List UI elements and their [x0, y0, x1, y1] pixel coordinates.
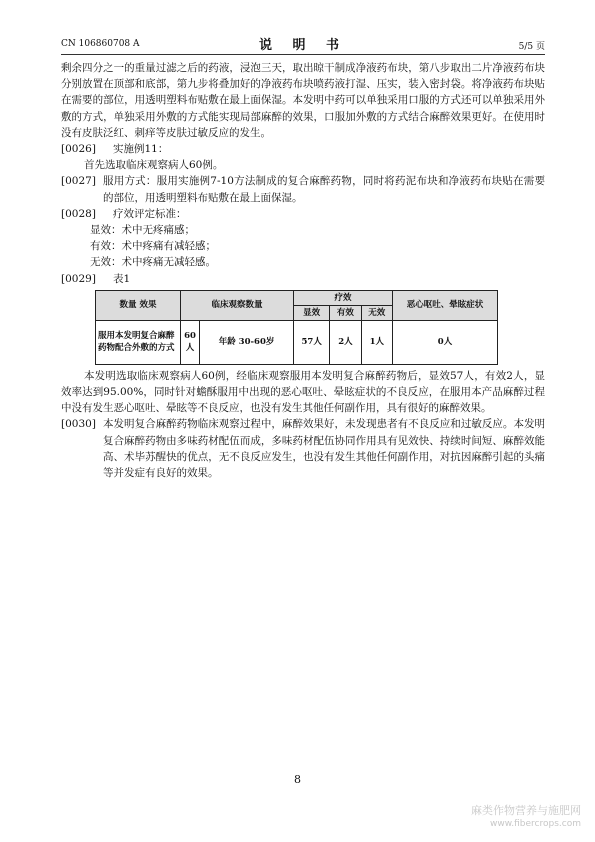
- table-caption: 表1: [113, 272, 131, 285]
- paragraph-0026: [61, 141, 545, 157]
- table-cell-method: 服用本发明复合麻醉药物配合外敷的方式: [96, 320, 181, 364]
- table-header-ineffective: 无效: [361, 305, 392, 320]
- patient-selection-text: 首先选取临床观察病人60例。: [84, 159, 224, 172]
- watermark-url: www.fibercrops.com: [490, 819, 581, 829]
- table-header-quantity-effect: 数量 效果: [96, 290, 181, 320]
- document-body: [61, 60, 545, 481]
- paragraph-0030: [61, 416, 545, 481]
- paragraph-tag: [0029]: [61, 272, 96, 285]
- result-paragraph: 本发明选取临床观察病人60例，经临床观察服用本发明复合麻醉药物后，显效57人，有效2人，显效率达到95.00%，同时针对蟾酥服用中出现的恶心呕吐、晕眩症状的不良反应，在服用本产品麻醉过程中没有发生恶心呕吐、晕眩等不良反应，也没有发生其他任何副作用，具有很好的麻醉效果。: [61, 369, 545, 415]
- paragraph-text: 服用方式：服用实施例7-10方法制成的复合麻醉药物，同时将药泥布块和净液药布块贴在需要的部位，用透明塑料布贴敷在最上面保湿。: [103, 175, 545, 204]
- paragraph-0029: [61, 271, 545, 287]
- paragraph-tag: [0026]: [61, 143, 96, 156]
- paragraph-0027: [61, 173, 545, 205]
- watermark-title: 麻类作物营养与施肥网: [471, 804, 581, 817]
- table-cell-effective: 2人: [330, 320, 361, 364]
- table-cell-marked: 57人: [294, 320, 330, 364]
- criteria-item: 无效：术中疼痛无减轻感。: [90, 256, 216, 269]
- page-header: [61, 34, 545, 55]
- paragraph-text: 实施例11：: [113, 143, 169, 156]
- table-cell-age: 年龄 30-60岁: [200, 320, 294, 364]
- paragraph-text: 本发明复合麻醉药物临床观察过程中，麻醉效果好，未发现患者有不良反应和过敏反应。本发明复合麻醉药物由多味药材配伍而成，多味药材配伍协同作用具有见效快、持续时间短、麻醉效能高、术毕苏醒快的优点，无不良反应发生，也没有发生其他任何副作用，对抗因麻醉引起的头痛等并发症有良好的效果。: [103, 418, 545, 480]
- page-indicator: 5/5 页: [518, 42, 545, 52]
- criteria-item: 显效：术中无疼痛感；: [90, 224, 195, 237]
- page-number: 8: [294, 773, 301, 786]
- watermark: [471, 804, 581, 830]
- continued-paragraph: 剩余四分之一的重量过滤之后的药液，浸泡三天，取出晾干制成净液药布块，第八步取出二片净液药布块分别放置在顶部和底部，第九步将叠加好的净液药布块喷药液打湿、压实，装入密封袋。将净液药布块贴在需要的部位，用透明塑料布贴敷在最上面保湿。本发明中药可以单独采用口服的方式还可以单独采用外敷的方式，单独采用外敷的方式能实现局部麻醉的效果，口服加外敷的方式结合麻醉效果更好。在使用时没有皮肤泛红、刺痒等皮肤过敏反应的发生。: [61, 62, 545, 139]
- paragraph-text: 疗效评定标准：: [113, 207, 187, 220]
- paragraph-tag: [0030]: [61, 418, 96, 431]
- table-header-efficacy: 疗效: [294, 290, 393, 305]
- table-header-effective: 有效: [330, 305, 361, 320]
- results-table: [95, 290, 498, 365]
- table-cell-ineffective: 1人: [361, 320, 392, 364]
- document-id: CN 106860708 A: [61, 39, 140, 49]
- document-title: 说 明 书: [258, 38, 348, 53]
- table-header-observation: 临床观察数量: [181, 290, 294, 320]
- table-cell-count: 60人: [181, 320, 200, 364]
- table-header-side-effects: 恶心呕吐、晕眩症状: [393, 290, 498, 320]
- table-cell-side-effects: 0人: [393, 320, 498, 364]
- criteria-item: 有效：术中疼痛有减轻感；: [90, 240, 216, 253]
- paragraph-0028: [61, 206, 545, 222]
- paragraph-tag: [0027]: [61, 175, 96, 188]
- table-header-marked: 显效: [294, 305, 330, 320]
- paragraph-tag: [0028]: [61, 207, 96, 220]
